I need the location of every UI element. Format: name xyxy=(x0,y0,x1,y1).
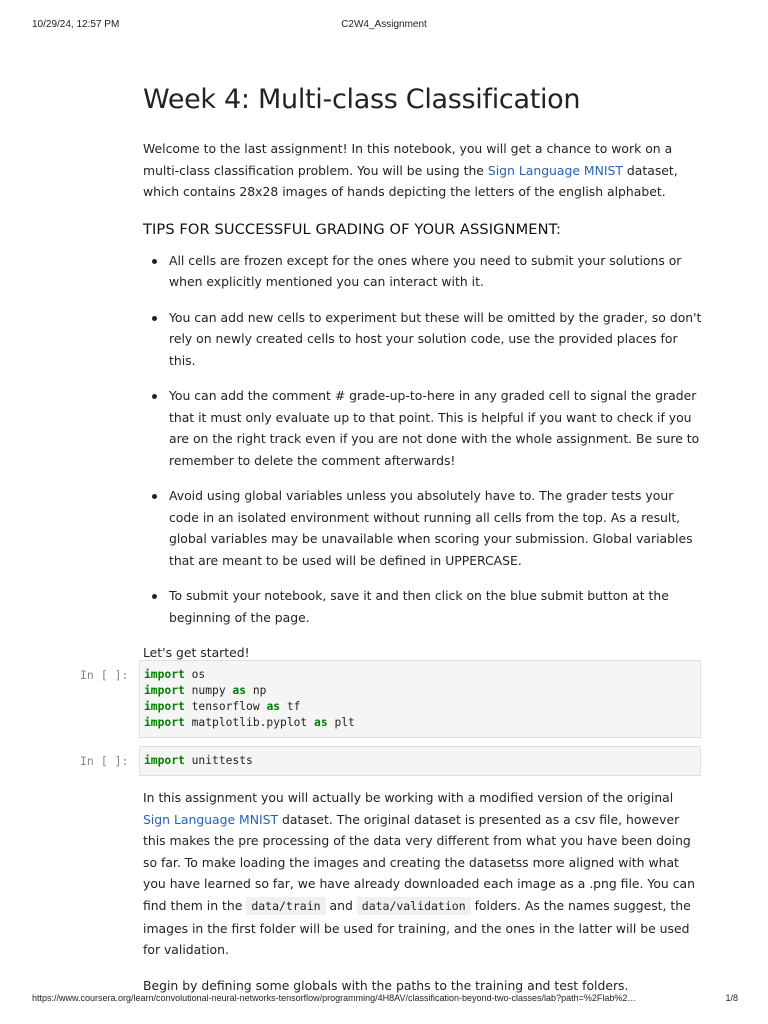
tip-item xyxy=(143,307,703,372)
inline-code-validation: data/validation xyxy=(357,897,471,915)
code-keyword: import xyxy=(144,668,185,681)
code-text: tensorflow xyxy=(184,700,267,713)
sign-language-mnist-link[interactable]: Sign Language MNIST xyxy=(487,162,623,178)
tip-item xyxy=(143,585,703,628)
code-text: numpy xyxy=(184,684,233,697)
intro-text-end: dataset, which contains 28x28 images of hands depicting the letters of the english alphabet. xyxy=(143,162,678,199)
tip-text: All cells are frozen except for the ones where you need to submit your solutions or when explicitly mentioned you can interact with it. xyxy=(169,252,682,289)
tips-list xyxy=(143,250,703,629)
notebook-content xyxy=(143,80,703,664)
dataset-description xyxy=(143,787,703,996)
bullet-icon xyxy=(152,316,157,321)
code-line xyxy=(144,699,696,715)
code-keyword: as xyxy=(314,716,328,729)
print-footer xyxy=(0,993,768,1007)
code-keyword: as xyxy=(232,684,247,697)
code-keyword: import xyxy=(144,700,185,713)
dataset-paragraph xyxy=(143,787,703,961)
cell-prompt: In [ ]: xyxy=(80,668,129,682)
inline-code-train: data/train xyxy=(246,897,325,915)
intro-text-start: Welcome to the last assignment! In this notebook, you will get a chance to work on a multi-class classification problem. You will be using the xyxy=(143,141,673,178)
tip-text: You can add new cells to experiment but these will be omitted by the grader, so don't rely on newly created cells to host your solution code, use the provided places for this. xyxy=(169,309,702,368)
bullet-icon xyxy=(152,594,157,599)
tip-item xyxy=(143,250,703,293)
code-keyword: as xyxy=(266,700,281,713)
globals-paragraph: Begin by defining some globals with the paths to the training and test folders. xyxy=(143,977,629,993)
paragraph-text: and xyxy=(325,897,357,913)
bullet-icon xyxy=(152,494,157,499)
code-text: tf xyxy=(280,700,301,713)
bullet-icon xyxy=(152,259,157,264)
paragraph-text: folders. As the names suggest, the images in the first folder will be used for training, and the ones in the latter will be used for validation. xyxy=(143,897,691,958)
paragraph-text: dataset. The original dataset is presented as a csv file, however this makes the pre processing of the data very different from what you have been doing so far. To make loading the images and creating the datasetss more aligned with what you have learned so far, we have already downloaded each image as a .png file. You can find them in the xyxy=(143,811,695,913)
tip-text: You can add the comment # grade-up-to-here in any graded cell to signal the grader that it must only evaluate up to that point. This is helpful if you want to check if you are on the right track even if you are not done with the whole assignment. Be sure to remember to delete the comment afterwards! xyxy=(169,388,700,468)
code-text: matplotlib.pyplot xyxy=(184,716,315,729)
code-line xyxy=(144,683,696,699)
code-text: np xyxy=(246,684,267,697)
tips-heading: TIPS FOR SUCCESSFUL GRADING OF YOUR ASSIGNMENT: xyxy=(143,220,562,238)
code-text: plt xyxy=(327,716,355,729)
paragraph-text: In this assignment you will actually be working with a modified version of the original xyxy=(143,790,674,805)
code-line xyxy=(144,667,696,683)
cell-prompt: In [ ]: xyxy=(80,754,129,768)
code-text: os xyxy=(184,668,206,681)
bullet-icon xyxy=(152,394,157,399)
code-text: unittests xyxy=(184,754,253,767)
intro-paragraph xyxy=(143,138,703,203)
tip-item xyxy=(143,485,703,571)
print-url: https://www.coursera.org/learn/convolutional-neural-networks-tensorflow/programming/4H8AV/classification-beyond-two-classes/lab?path=%2Flab%2… xyxy=(32,993,637,1003)
print-datetime: 10/29/24, 12:57 PM xyxy=(32,19,120,30)
print-header xyxy=(0,19,768,33)
code-line xyxy=(144,753,696,769)
code-keyword: import xyxy=(144,754,185,767)
lets-get-started: Let's get started! xyxy=(143,645,250,660)
sign-language-mnist-link[interactable]: Sign Language MNIST xyxy=(143,811,279,827)
tip-text: Avoid using global variables unless you absolutely have to. The grader tests your code in an isolated environment without running all cells from the top. As a result, global variables may be unavailable when scoring your submission. Global variables that are meant to be used will be defined in UPPERCASE. xyxy=(169,488,693,568)
page-number: 1/8 xyxy=(725,993,738,1003)
code-keyword: import xyxy=(144,716,185,729)
print-title: C2W4_Assignment xyxy=(341,19,427,30)
page-title: Week 4: Multi-class Classification xyxy=(143,84,581,115)
code-editor[interactable] xyxy=(139,660,701,738)
tip-item xyxy=(143,385,703,471)
code-line xyxy=(144,715,696,731)
code-keyword: import xyxy=(144,684,185,697)
code-editor[interactable] xyxy=(139,746,701,776)
tip-text: To submit your notebook, save it and then click on the blue submit button at the beginning of the page. xyxy=(169,588,669,625)
